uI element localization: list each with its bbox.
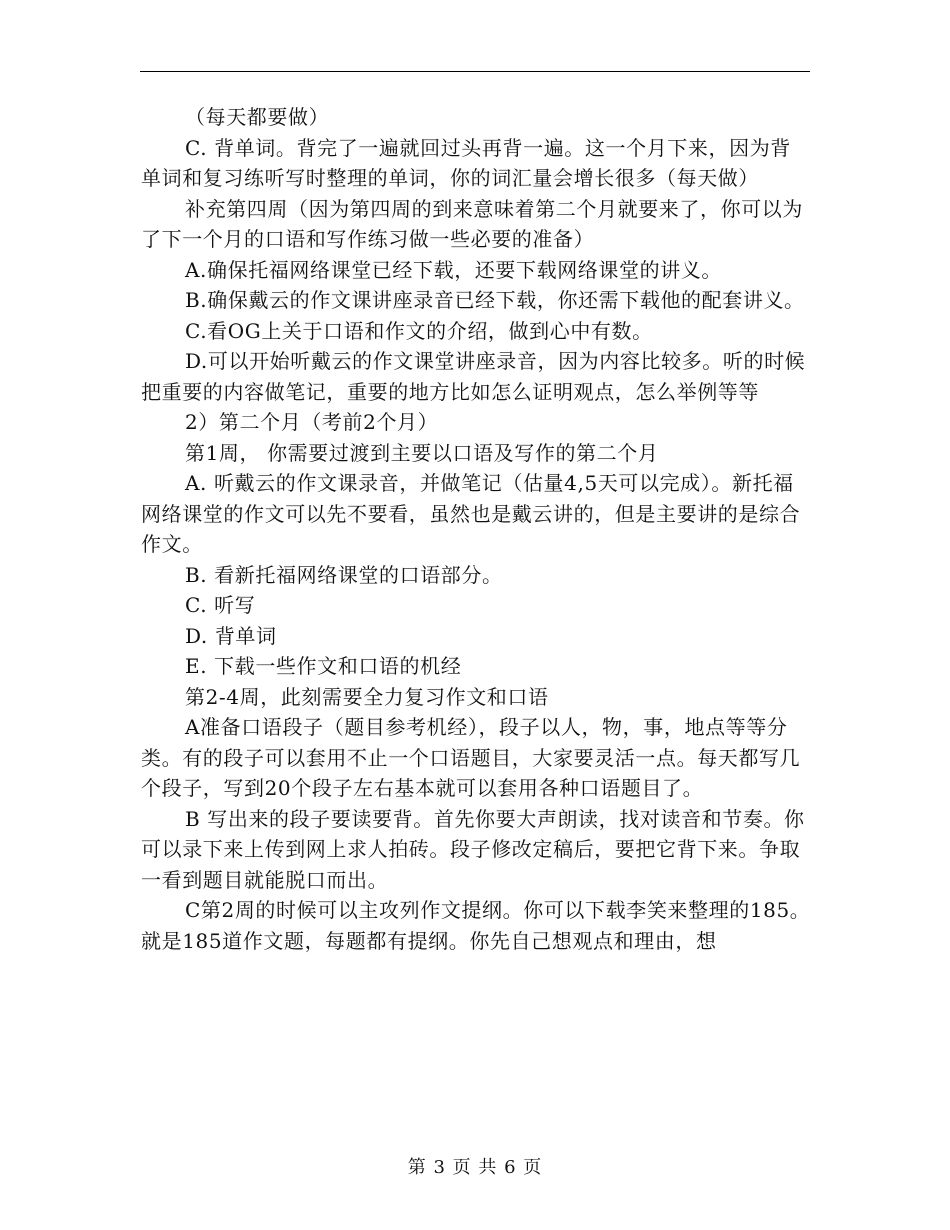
- paragraph-c-essay-outline: C第2周的时候可以主攻列作文提纲。你可以下载李笑来整理的185。就是185道作文题，每题都有提纲。你先自己想观点和理由，想: [141, 898, 811, 953]
- paragraph-c-dictation: C. 听写: [185, 593, 256, 617]
- paragraph-d-listen-lectures: D.可以开始听戴云的作文课堂讲座录音，因为内容比较多。听的时候把重要的内容做笔记，重要的地方比如怎么证明观点，怎么举例等等: [141, 349, 806, 404]
- paragraph-c-memorize-words: C. 背单词。背完了一遍就回过头再背一遍。这一个月下来，因为背单词和复习练听写时整理的单词，你的词汇量会增长很多（每天做）: [141, 135, 791, 190]
- paragraph-daily-note: （每天都要做）: [185, 105, 330, 129]
- header-rule: [140, 71, 810, 72]
- heading-second-month: 2）第二个月（考前2个月）: [185, 410, 439, 434]
- heading-week2-4: 第2-4周，此刻需要全力复习作文和口语: [185, 684, 549, 709]
- paragraph-week4-supplement: 补充第四周（因为第四周的到来意味着第二个月就要来了，你可以为了下一个月的口语和写作练习做一些必要的准备）: [141, 196, 803, 251]
- paragraph-e-download-jijing: E. 下载一些作文和口语的机经: [185, 654, 462, 678]
- paragraph-b-download-lecture: B.确保戴云的作文课讲座录音已经下载，你还需下载他的配套讲义。: [185, 288, 805, 312]
- page-number-footer: 第 3 页 共 6 页: [407, 1157, 543, 1178]
- paragraph-d-vocabulary: D. 背单词: [185, 623, 277, 648]
- page-body: [141, 102, 811, 956]
- paragraph-a-speaking-segments: A准备口语段子（题目参考机经），段子以人，物，事，地点等等分类。有的段子可以套用不止一个口语题目，大家要灵活一点。每天都写几个段子，写到20个段子左右基本就可以套用各种口语题目了。: [141, 715, 801, 800]
- paragraph-b-recite-segments: B 写出来的段子要读要背。首先你要大声朗读，找对读音和节奏。你可以录下来上传到网上求人拍砖。段子修改定稿后，要把它背下来。争取一看到题目就能脱口而出。: [141, 806, 805, 892]
- paragraph-b-speaking-section: B. 看新托福网络课堂的口语部分。: [185, 562, 503, 587]
- heading-week1: 第1周， 你需要过渡到主要以口语及写作的第二个月: [185, 440, 659, 465]
- paragraph-c-read-og: C.看OG上关于口语和作文的介绍，做到心中有数。: [185, 318, 653, 343]
- paragraph-a-writing-recording: A. 听戴云的作文课录音，并做笔记（估量4,5天可以完成）。新托福网络课堂的作文可以先不要看，虽然也是戴云讲的，但是主要讲的是综合作文。: [141, 471, 801, 556]
- paragraph-a-download-course: A.确保托福网络课堂已经下载，还要下载网络课堂的讲义。: [185, 257, 723, 282]
